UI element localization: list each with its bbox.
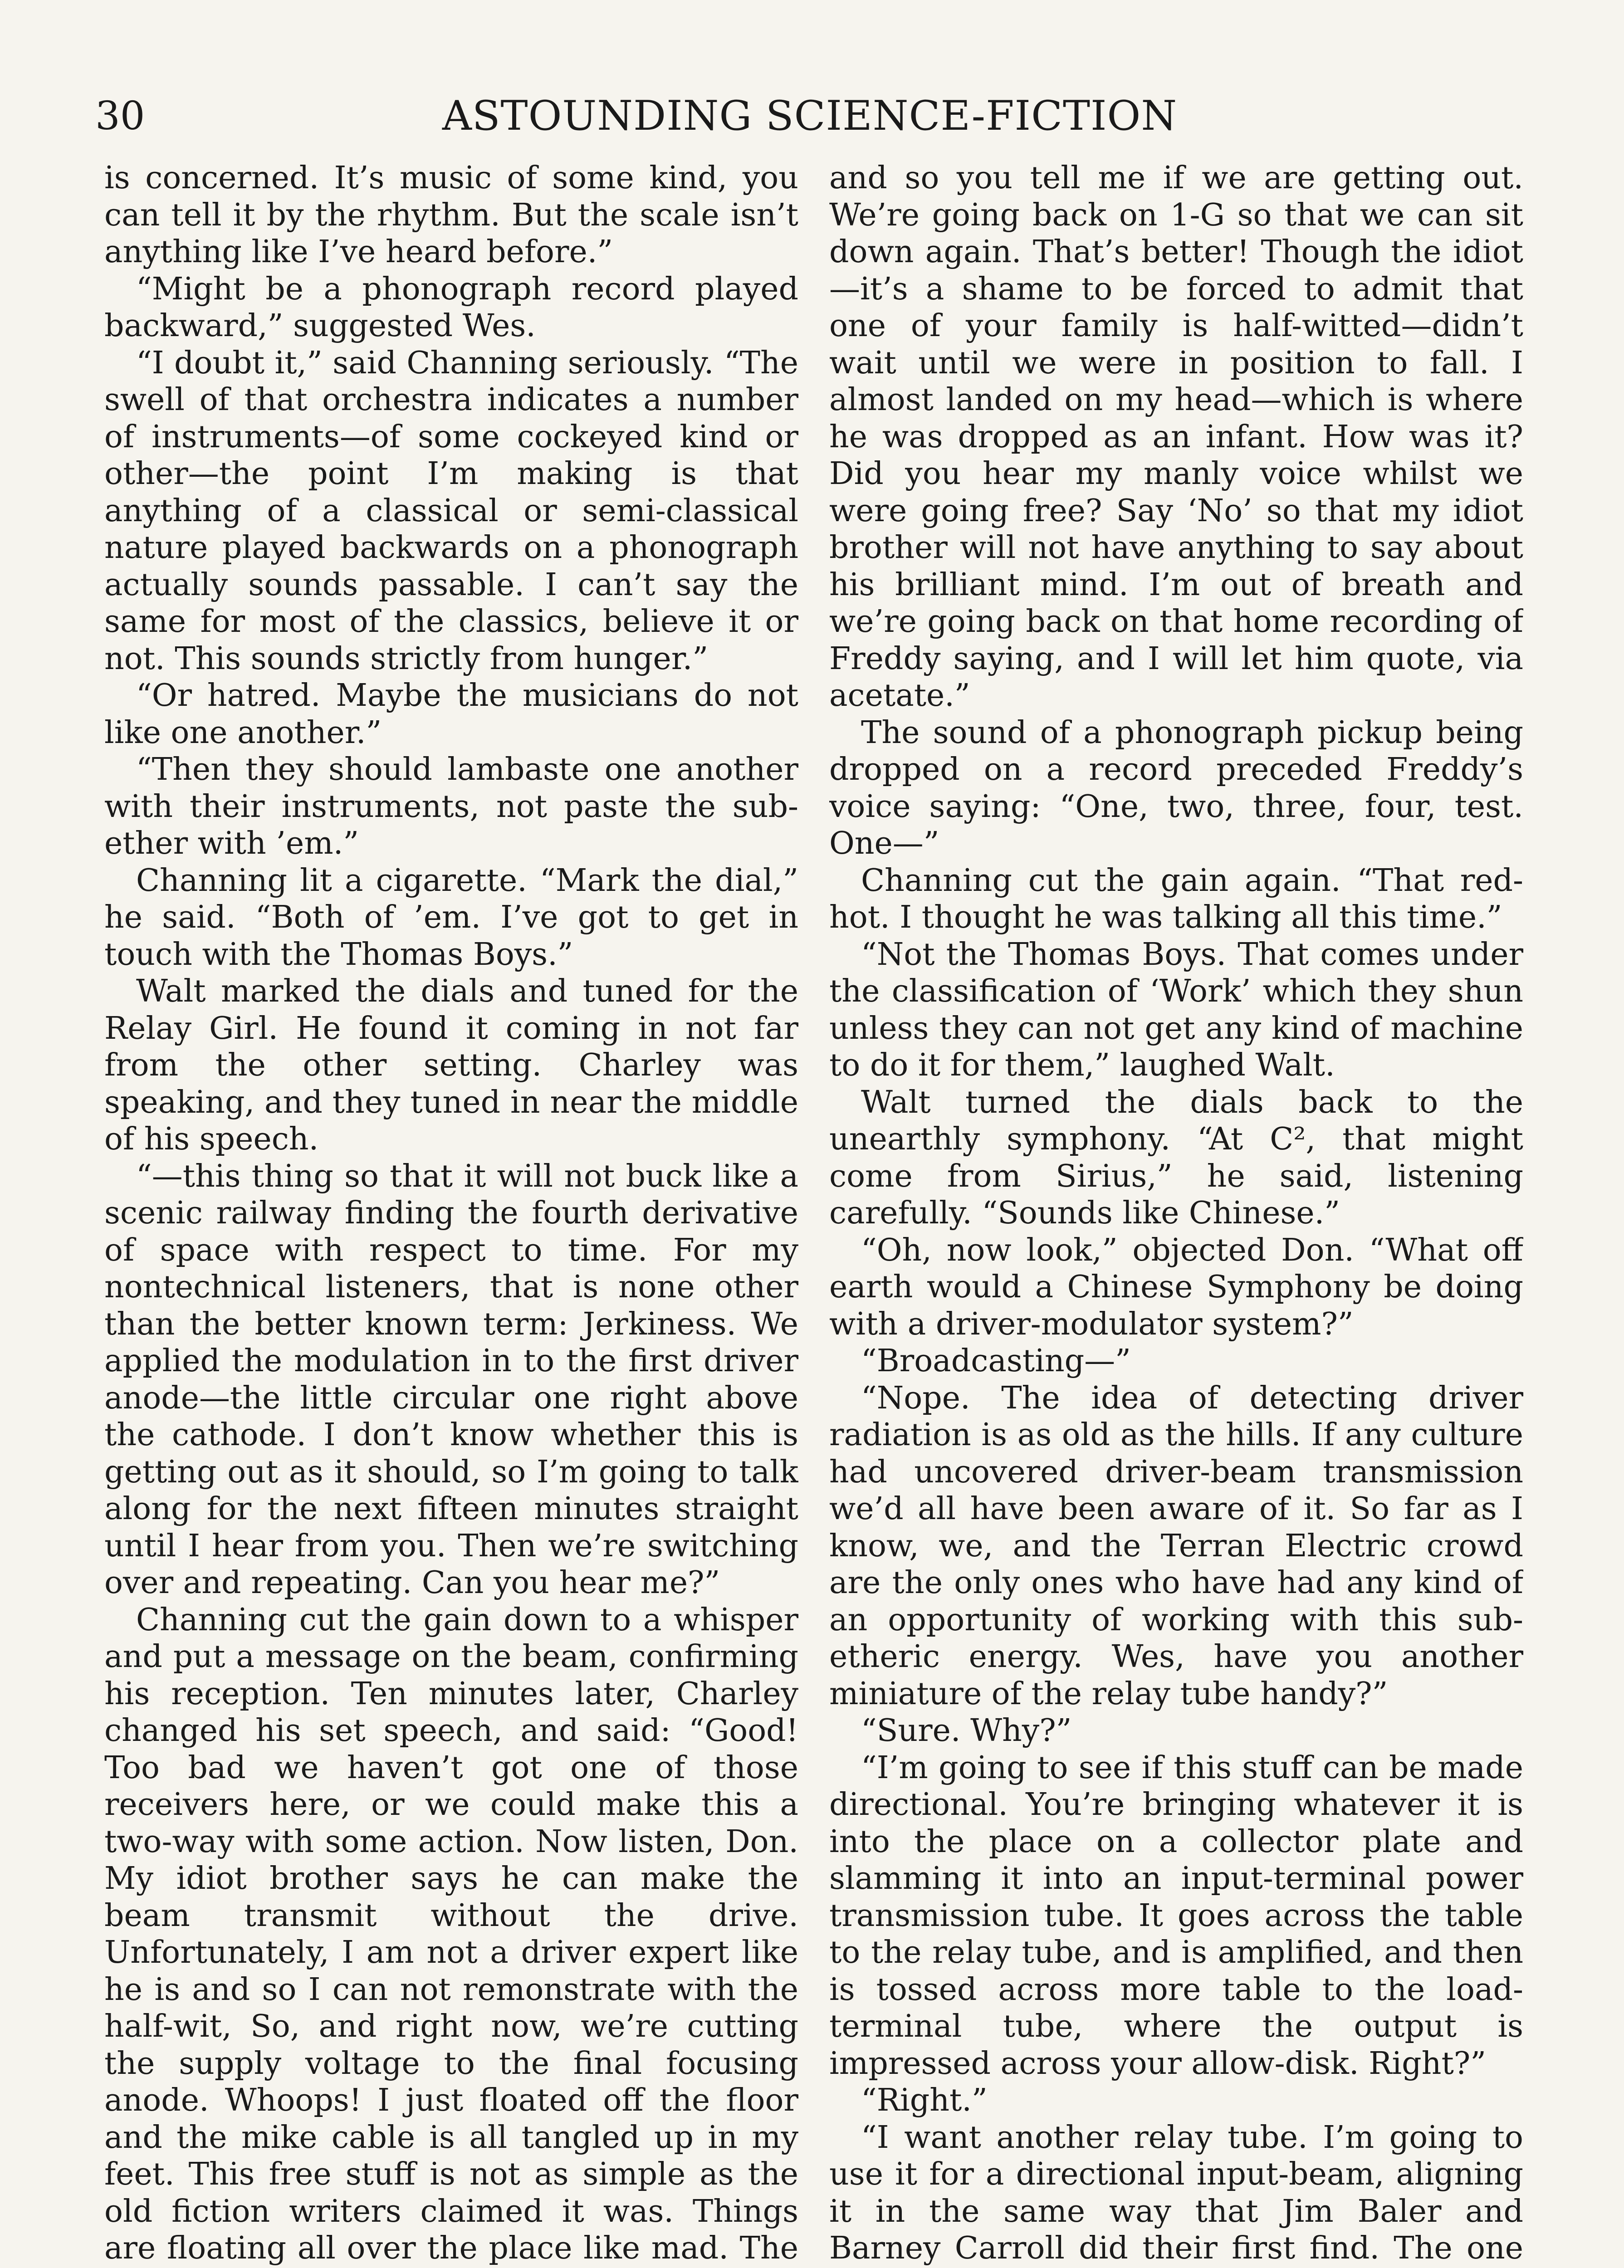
paragraph: “—this thing so that it will not buck like a scenic railway finding the fourth derivative of space with respect to time. For my nontechnical listeners, that is none other than the better known term: Jerkiness. We applied the modulation in to the first driver anode—the little circular one right above the cathode. I don’t know whether this is getting out as it should, so I’m going to talk along for the next fifteen minutes straight until I hear from you. Then we’re switching over and repeating. Can you hear me?” [104, 1158, 798, 1601]
paragraph: “I doubt it,” said Channing seriously. “The swell of that orchestra indicates a number of instruments—of some cockeyed kind or other—the point I’m making is that anything of a classical or semi-classical nature played backwards on a phonograph actually sounds passable. I can’t say the same for most of the classics, believe it or not. This sounds strictly from hunger.” [104, 345, 798, 677]
paragraph: “Nope. The idea of detecting driver radiation is as old as the hills. If any culture had uncovered driver-beam transmission we’d all have been aware of it. So far as I know, we, and the Terran Electric crowd are the only ones who have had any kind of an opportunity of working with this sub-etheric energy. Wes, have you another miniature of the relay tube handy?” [829, 1380, 1523, 1712]
paragraph: “Not the Thomas Boys. That comes under the classification of ‘Work’ which they shun unless they can not get any kind of machine to do it for them,” laughed Walt. [829, 936, 1523, 1083]
paragraph: Channing cut the gain again. “That red-hot. I thought he was talking all this time.” [829, 862, 1523, 935]
left-column [104, 160, 798, 2268]
paragraph: “Might be a phonograph record played backward,” suggested Wes. [104, 271, 798, 344]
paragraph: Walt marked the dials and tuned for the Relay Girl. He found it coming in not far from the other setting. Charley was speaking, and they tuned in near the middle of his speech. [104, 973, 798, 1157]
running-title: ASTOUNDING SCIENCE-FICTION [442, 92, 1178, 140]
paragraph: and so you tell me if we are getting out. We’re going back on 1-G so that we can sit down again. That’s better! Though the idiot—it’s a shame to be forced to admit that one of your family is half-witted—didn’t wait until we were in position to fall. I almost landed on my head—which is where he was dropped as an infant. How was it? Did you hear my manly voice whilst we were going free? Say ‘No’ so that my idiot brother will not have anything to say about his brilliant mind. I’m out of breath and we’re going back on that home recording of Freddy saying, and I will let him quote, via acetate.” [829, 160, 1523, 714]
paragraph: The sound of a phonograph pickup being dropped on a record preceded Freddy’s voice saying: “One, two, three, four, test. One—” [829, 714, 1523, 861]
paragraph: Channing cut the gain down to a whisper and put a message on the beam, confirming his reception. Ten minutes later, Charley changed his set speech, and said: “Good! Too bad we haven’t got one of those receivers here, or we could make this a two-way with some action. Now listen, Don. My idiot brother says he can make the beam transmit without the drive. Unfortunately, I am not a driver expert like he is and so I can not remonstrate with the half-wit, So, and right now, we’re cutting the supply voltage to the final focusing anode. Whoops! I just floated off the floor and the mike cable is all tangled up in my feet. This free stuff is not as simple as the old fiction writers claimed it was. Things are floating all over the place like mad. The [104, 1602, 798, 2266]
paragraph: “Sure. Why?” [861, 1713, 1072, 1749]
paragraph: is concerned. It’s music of some kind, you can tell it by the rhythm. But the scale isn’t anything like I’ve heard before.” [104, 160, 798, 270]
paragraph: “I’m going to see if this stuff can be made directional. You’re bringing whatever it is into the place on a collector plate and slamming it into an input-terminal power transmission tube. It goes across the table to the relay tube, and is amplified, and then is tossed across more table to the load-terminal tube, where the output is impressed across your allow-disk. Right?” [829, 1750, 1523, 2082]
paragraph: Walt turned the dials back to the unearthly symphony. “At C², that might come from Sirius,” he said, listening carefully. “Sounds like Chinese.” [829, 1084, 1523, 1231]
paragraph: “I want another relay tube. I’m going to use it for a directional input-beam, aligning it in the same way that Jim Baler and Barney Carroll did their first find. The one [829, 2119, 1523, 2266]
right-column [829, 160, 1523, 2268]
paragraph: “Broadcasting—” [861, 1343, 1131, 1379]
page-header [95, 89, 1524, 157]
paragraph: “Or hatred. Maybe the musicians do not like one another.” [104, 678, 798, 751]
paragraph: “Oh, now look,” objected Don. “What off earth would a Chinese Symphony be doing with a driver-modulator system?” [829, 1232, 1523, 1342]
paragraph: “Then they should lambaste one another with their instruments, not paste the sub-ether with ’em.” [104, 752, 798, 861]
paragraph: “Right.” [861, 2082, 988, 2118]
page-number: 30 [95, 93, 145, 139]
paragraph: Channing lit a cigarette. “Mark the dial,” he said. “Both of ’em. I’ve got to get in touch with the Thomas Boys.” [104, 862, 798, 973]
